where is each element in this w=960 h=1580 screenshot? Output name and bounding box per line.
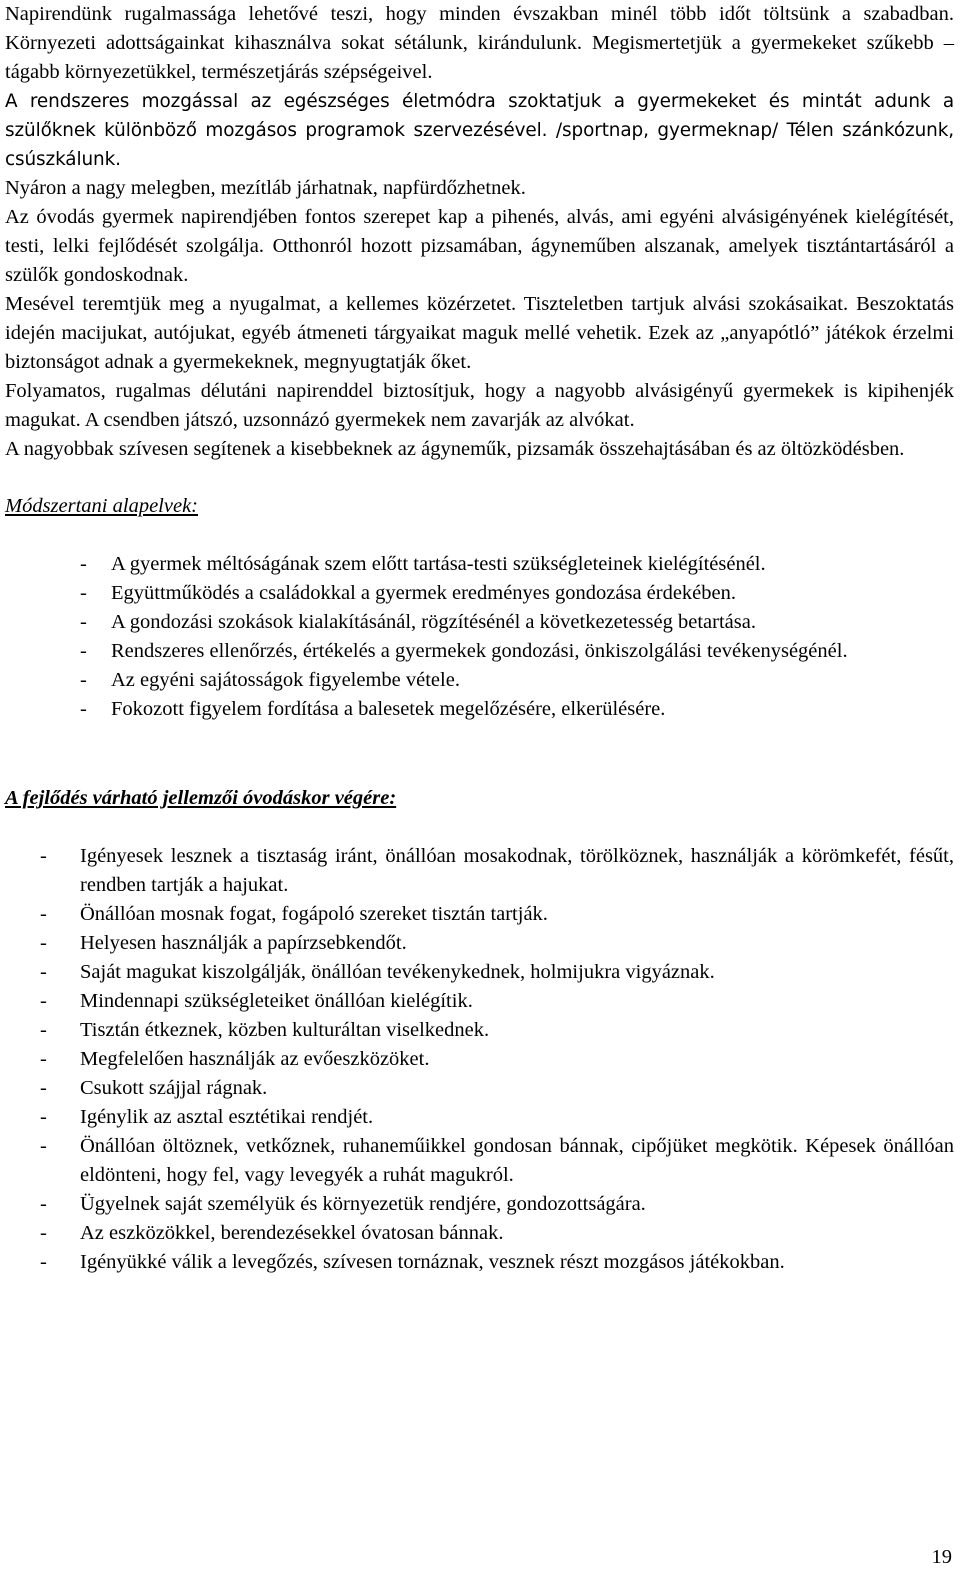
list-dash: -: [80, 669, 87, 691]
list-dash: -: [40, 961, 47, 983]
list-dash: -: [40, 990, 47, 1012]
list-dash: -: [40, 1019, 47, 1041]
list-item: - Együttműködés a családokkal a gyermek eredményes gondozása érdekében.: [5, 579, 954, 608]
paragraph-exercise: A rendszeres mozgással az egészséges életmódra szoktatjuk a gyermekeket és mintát adunk a szülőknek különböző mozgásos programok szervezésével. /sportnap, gyermeknap/ Télen szánkózunk, csúszkálunk.: [5, 91, 954, 170]
list-dash: -: [80, 553, 87, 575]
list-item: - Ügyelnek saját személyük és környezetük rendjére, gondozottságára.: [5, 1190, 954, 1219]
list-dash: -: [40, 1193, 47, 1215]
list-dash: -: [40, 1106, 47, 1128]
list-item: - Az egyéni sajátosságok figyelembe vétele.: [5, 666, 954, 695]
paragraph-helping: A nagyobbak szívesen segítenek a kisebbeknek az ágyneműk, pizsamák összehajtásában és az öltözködésben.: [5, 438, 905, 460]
paragraph-outdoor: Napirendünk rugalmassága lehetővé teszi, hogy minden évszakban minél több időt töltsünk a szabadban. Környezeti adottságainkat kihasználva sokat sétálunk, kirándulunk. Megismertetjük a gyermekeket szűkebb – tágabb környezetükkel, természetjárás szépségeivel.: [5, 3, 954, 83]
paragraph-calm: Mesével teremtjük meg a nyugalmat, a kellemes közérzetet. Tiszteletben tartjuk alvási szokásaikat. Beszoktatás idején macijukat, autójukat, egyéb átmeneti tárgyaikat maguk mellé vehetik. Ezek az „anyapótló” játékok érzelmi biztonságot adnak a gyermekeknek, megnyugtatják őket.: [5, 293, 954, 373]
list-dash: -: [40, 845, 47, 867]
list-item: - Önállóan mosnak fogat, fogápoló szereket tisztán tartják.: [5, 900, 954, 929]
list-dash: -: [80, 611, 87, 633]
list-item: - A gyermek méltóságának szem előtt tartása-testi szükségleteinek kielégítésénél.: [5, 550, 954, 579]
list-dash: -: [80, 698, 87, 720]
list-item: - Mindennapi szükségleteiket önállóan kielégítik.: [5, 987, 954, 1016]
list-item: - Fokozott figyelem fordítása a balesetek megelőzésére, elkerülésére.: [5, 695, 954, 724]
paragraph-summer: Nyáron a nagy melegben, mezítláb járhatnak, napfürdőzhetnek.: [5, 177, 526, 199]
methodology-list: [5, 550, 954, 724]
list-item: - Megfelelően használják az evőeszközöket.: [5, 1045, 954, 1074]
paragraph-rest: Az óvodás gyermek napirendjében fontos szerepet kap a pihenés, alvás, ami egyéni alvásigényének kielégítését, testi, lelki fejlődését szolgálja. Otthonról hozott pizsamában, ágyneműben alszanak, amelyek tisztántartásáról a szülők gondoskodnak.: [5, 206, 954, 286]
section-heading-methodology: Módszertani alapelvek:: [5, 495, 198, 517]
list-dash: -: [40, 903, 47, 925]
list-dash: -: [80, 582, 87, 604]
list-dash: -: [40, 932, 47, 954]
list-dash: -: [40, 1251, 47, 1273]
list-item: - Rendszeres ellenőrzés, értékelés a gyermekek gondozási, önkiszolgálási tevékenységénél.: [5, 637, 954, 666]
list-dash: -: [40, 1135, 47, 1157]
list-item: - Csukott szájjal rágnak.: [5, 1074, 954, 1103]
list-item: - Tisztán étkeznek, közben kulturáltan viselkednek.: [5, 1016, 954, 1045]
document-page: [5, 0, 954, 1277]
list-item: - Igényükké válik a levegőzés, szívesen tornáznak, vesznek részt mozgásos játékokban.: [5, 1248, 954, 1277]
section-heading-expected-development: A fejlődés várható jellemzői óvodáskor végére:: [5, 787, 397, 809]
page-number: 19: [931, 1546, 952, 1568]
list-dash: -: [40, 1222, 47, 1244]
list-item: - Saját magukat kiszolgálják, önállóan tevékenykednek, holmijukra vigyáznak.: [5, 958, 954, 987]
list-dash: -: [40, 1048, 47, 1070]
paragraph-afternoon: Folyamatos, rugalmas délutáni napirenddel biztosítjuk, hogy a nagyobb alvásigényű gyermekek is kipihenjék magukat. A csendben játszó, uzsonnázó gyermekek nem zavarják az alvókat.: [5, 380, 954, 431]
list-item: - Helyesen használják a papírzsebkendőt.: [5, 929, 954, 958]
list-dash: -: [80, 640, 87, 662]
list-item: - A gondozási szokások kialakításánál, rögzítésénél a következetesség betartása.: [5, 608, 954, 637]
list-item: - Önállóan öltöznek, vetkőznek, ruhaneműikkel gondosan bánnak, cipőjüket megkötik. Képesek önállóan eldönteni, hogy fel, vagy levegyék a ruhát magukról.: [5, 1132, 954, 1190]
list-item: - Az eszközökkel, berendezésekkel óvatosan bánnak.: [5, 1219, 954, 1248]
list-item: - Igénylik az asztal esztétikai rendjét.: [5, 1103, 954, 1132]
list-item: - Igényesek lesznek a tisztaság iránt, önállóan mosakodnak, törölköznek, használják a körömkefét, fésűt, rendben tartják a hajukat.: [5, 842, 954, 900]
list-dash: -: [40, 1077, 47, 1099]
development-list: [5, 842, 954, 1277]
